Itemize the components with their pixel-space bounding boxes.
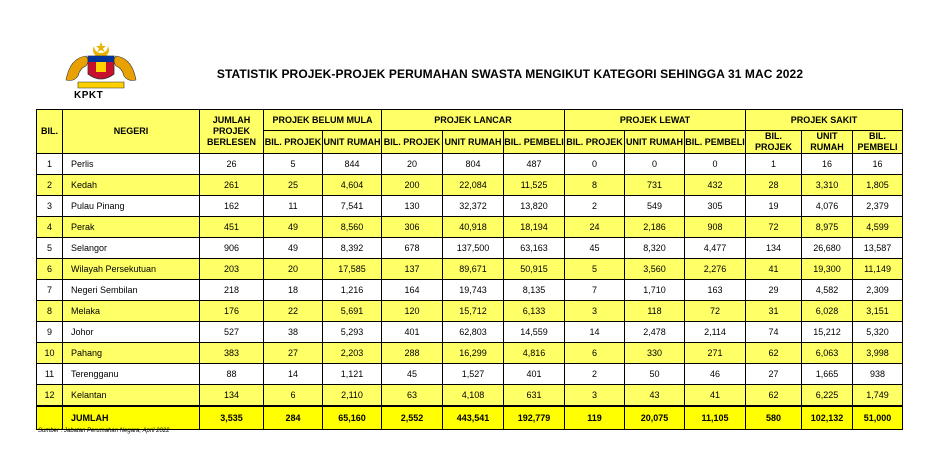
total-sakit-unit-rumah: 102,132 [802, 406, 853, 430]
subheader-unit-rumah: UNIT RUMAH [443, 131, 504, 154]
cell-lewat-unit-rumah: 731 [625, 175, 685, 196]
cell-jumlah-projek: 162 [200, 196, 264, 217]
subheader-bil-projek: BIL. PROJEK [264, 131, 323, 154]
subheader-bil-pembeli: BIL. PEMBELI [685, 131, 746, 154]
cell-sakit-bil-pembeli: 938 [853, 364, 903, 385]
cell-lewat-bil-projek: 0 [565, 154, 625, 175]
cell-bil: 1 [37, 154, 63, 175]
cell-lancar-unit-rumah: 32,372 [443, 196, 504, 217]
cell-sakit-unit-rumah: 19,300 [802, 259, 853, 280]
subheader-bil-projek: BIL. PROJEK [382, 131, 443, 154]
cell-bil: 2 [37, 175, 63, 196]
cell-sakit-bil-pembeli: 13,587 [853, 238, 903, 259]
cell-belum-mula-unit-rumah: 17,585 [323, 259, 382, 280]
header-bil: BIL. [37, 110, 63, 154]
cell-belum-mula-bil-projek: 49 [264, 217, 323, 238]
total-lancar-unit-rumah: 443,541 [443, 406, 504, 430]
cell-lewat-unit-rumah: 118 [625, 301, 685, 322]
subheader-unit-rumah: UNIT RUMAH [323, 131, 382, 154]
cell-negeri: Negeri Sembilan [63, 280, 200, 301]
cell-lewat-bil-projek: 2 [565, 196, 625, 217]
cell-sakit-unit-rumah: 8,975 [802, 217, 853, 238]
cell-lancar-bil-projek: 45 [382, 364, 443, 385]
cell-belum-mula-bil-projek: 22 [264, 301, 323, 322]
cell-bil: 12 [37, 385, 63, 407]
table-row [37, 196, 903, 217]
cell-lewat-bil-pembeli: 2,276 [685, 259, 746, 280]
cell-negeri: Wilayah Persekutuan [63, 259, 200, 280]
header-negeri: NEGERI [63, 110, 200, 154]
cell-lewat-bil-projek: 5 [565, 259, 625, 280]
cell-lancar-bil-projek: 164 [382, 280, 443, 301]
cell-lewat-bil-projek: 7 [565, 280, 625, 301]
cell-lewat-bil-pembeli: 432 [685, 175, 746, 196]
table-row [37, 259, 903, 280]
table-row [37, 364, 903, 385]
total-sakit-bil-projek: 580 [746, 406, 802, 430]
cell-lancar-bil-pembeli: 50,915 [504, 259, 565, 280]
cell-lewat-bil-projek: 6 [565, 343, 625, 364]
cell-negeri: Kelantan [63, 385, 200, 407]
cell-belum-mula-unit-rumah: 5,691 [323, 301, 382, 322]
cell-lewat-unit-rumah: 43 [625, 385, 685, 407]
cell-lewat-bil-pembeli: 2,114 [685, 322, 746, 343]
total-lancar-bil-pembeli: 192,779 [504, 406, 565, 430]
cell-belum-mula-unit-rumah: 8,392 [323, 238, 382, 259]
cell-sakit-bil-projek: 72 [746, 217, 802, 238]
cell-lewat-bil-projek: 8 [565, 175, 625, 196]
cell-lancar-unit-rumah: 89,671 [443, 259, 504, 280]
cell-jumlah-projek: 134 [200, 385, 264, 407]
header-projek-lewat: PROJEK LEWAT [565, 110, 746, 131]
cell-sakit-bil-pembeli: 16 [853, 154, 903, 175]
cell-negeri: Pulau Pinang [63, 196, 200, 217]
subheader-bil-pembeli: BIL. PEMBELI [853, 131, 903, 154]
header-projek-sakit: PROJEK SAKIT [746, 110, 903, 131]
logo-text: KPKT [74, 90, 104, 101]
cell-belum-mula-unit-rumah: 7,541 [323, 196, 382, 217]
cell-sakit-bil-projek: 27 [746, 364, 802, 385]
cell-belum-mula-bil-projek: 11 [264, 196, 323, 217]
table-row [37, 280, 903, 301]
cell-sakit-bil-projek: 62 [746, 385, 802, 407]
cell-sakit-bil-pembeli: 2,309 [853, 280, 903, 301]
cell-bil: 10 [37, 343, 63, 364]
cell-jumlah-projek: 203 [200, 259, 264, 280]
cell-sakit-unit-rumah: 4,076 [802, 196, 853, 217]
cell-belum-mula-unit-rumah: 8,560 [323, 217, 382, 238]
cell-lancar-bil-pembeli: 14,559 [504, 322, 565, 343]
cell-lancar-bil-pembeli: 401 [504, 364, 565, 385]
cell-sakit-bil-projek: 62 [746, 343, 802, 364]
cell-lancar-bil-pembeli: 13,820 [504, 196, 565, 217]
cell-lewat-bil-pembeli: 72 [685, 301, 746, 322]
cell-sakit-bil-pembeli: 1,749 [853, 385, 903, 407]
table-row [37, 175, 903, 196]
cell-lancar-bil-projek: 401 [382, 322, 443, 343]
total-lancar-bil-projek: 2,552 [382, 406, 443, 430]
cell-belum-mula-unit-rumah: 2,110 [323, 385, 382, 407]
cell-lancar-unit-rumah: 137,500 [443, 238, 504, 259]
cell-sakit-bil-pembeli: 3,998 [853, 343, 903, 364]
table-row [37, 154, 903, 175]
cell-bil: 3 [37, 196, 63, 217]
cell-belum-mula-bil-projek: 38 [264, 322, 323, 343]
cell-negeri: Pahang [63, 343, 200, 364]
cell-belum-mula-bil-projek: 6 [264, 385, 323, 407]
cell-lewat-unit-rumah: 2,478 [625, 322, 685, 343]
cell-lancar-bil-pembeli: 63,163 [504, 238, 565, 259]
cell-sakit-bil-pembeli: 1,805 [853, 175, 903, 196]
cell-lewat-bil-pembeli: 4,477 [685, 238, 746, 259]
table-body [37, 154, 903, 430]
cell-jumlah-projek: 451 [200, 217, 264, 238]
table-row [37, 238, 903, 259]
cell-belum-mula-unit-rumah: 1,216 [323, 280, 382, 301]
subheader-unit-rumah: UNIT RUMAH [625, 131, 685, 154]
cell-lancar-unit-rumah: 19,743 [443, 280, 504, 301]
total-belum-mula-bil-projek: 284 [264, 406, 323, 430]
cell-lancar-bil-pembeli: 11,525 [504, 175, 565, 196]
cell-sakit-unit-rumah: 15,212 [802, 322, 853, 343]
header-projek-belum-mula: PROJEK BELUM MULA [264, 110, 382, 131]
cell-negeri: Perak [63, 217, 200, 238]
cell-negeri: Terengganu [63, 364, 200, 385]
cell-lewat-bil-projek: 2 [565, 364, 625, 385]
cell-sakit-bil-projek: 19 [746, 196, 802, 217]
cell-sakit-unit-rumah: 6,028 [802, 301, 853, 322]
cell-lewat-bil-projek: 45 [565, 238, 625, 259]
cell-lewat-bil-pembeli: 305 [685, 196, 746, 217]
cell-lewat-bil-pembeli: 271 [685, 343, 746, 364]
cell-jumlah-projek: 88 [200, 364, 264, 385]
subheader-bil-projek: BIL. PROJEK [746, 131, 802, 154]
cell-bil: 9 [37, 322, 63, 343]
cell-bil: 8 [37, 301, 63, 322]
cell-belum-mula-bil-projek: 27 [264, 343, 323, 364]
cell-belum-mula-bil-projek: 25 [264, 175, 323, 196]
cell-lewat-unit-rumah: 50 [625, 364, 685, 385]
total-lewat-unit-rumah: 20,075 [625, 406, 685, 430]
cell-negeri: Melaka [63, 301, 200, 322]
cell-negeri: Perlis [63, 154, 200, 175]
cell-sakit-unit-rumah: 26,680 [802, 238, 853, 259]
cell-belum-mula-bil-projek: 5 [264, 154, 323, 175]
cell-sakit-bil-projek: 74 [746, 322, 802, 343]
cell-sakit-bil-pembeli: 3,151 [853, 301, 903, 322]
cell-lancar-bil-pembeli: 6,133 [504, 301, 565, 322]
cell-belum-mula-unit-rumah: 4,604 [323, 175, 382, 196]
cell-belum-mula-unit-rumah: 844 [323, 154, 382, 175]
cell-belum-mula-unit-rumah: 1,121 [323, 364, 382, 385]
cell-belum-mula-unit-rumah: 5,293 [323, 322, 382, 343]
statistics-table [36, 109, 903, 430]
cell-jumlah-projek: 261 [200, 175, 264, 196]
cell-jumlah-projek: 26 [200, 154, 264, 175]
cell-jumlah-projek: 176 [200, 301, 264, 322]
cell-lancar-unit-rumah: 16,299 [443, 343, 504, 364]
cell-lancar-bil-pembeli: 487 [504, 154, 565, 175]
cell-sakit-unit-rumah: 1,665 [802, 364, 853, 385]
cell-belum-mula-bil-projek: 18 [264, 280, 323, 301]
table-row [37, 343, 903, 364]
cell-lancar-unit-rumah: 22,084 [443, 175, 504, 196]
cell-negeri: Selangor [63, 238, 200, 259]
cell-lancar-bil-projek: 288 [382, 343, 443, 364]
cell-lancar-bil-projek: 200 [382, 175, 443, 196]
cell-lancar-bil-projek: 137 [382, 259, 443, 280]
cell-lancar-bil-projek: 20 [382, 154, 443, 175]
cell-lancar-bil-projek: 306 [382, 217, 443, 238]
cell-sakit-bil-projek: 134 [746, 238, 802, 259]
cell-lancar-unit-rumah: 40,918 [443, 217, 504, 238]
total-belum-mula-unit-rumah: 65,160 [323, 406, 382, 430]
cell-sakit-unit-rumah: 6,225 [802, 385, 853, 407]
cell-lewat-unit-rumah: 0 [625, 154, 685, 175]
cell-bil: 11 [37, 364, 63, 385]
cell-lewat-bil-projek: 24 [565, 217, 625, 238]
cell-jumlah-projek: 527 [200, 322, 264, 343]
cell-negeri: Kedah [63, 175, 200, 196]
page-title: STATISTIK PROJEK-PROJEK PERUMAHAN SWASTA MENGIKUT KATEGORI SEHINGGA 31 MAC 2022 [216, 67, 804, 81]
cell-lewat-unit-rumah: 1,710 [625, 280, 685, 301]
total-sakit-bil-pembeli: 51,000 [853, 406, 903, 430]
table-row [37, 322, 903, 343]
total-lewat-bil-pembeli: 11,105 [685, 406, 746, 430]
cell-belum-mula-bil-projek: 14 [264, 364, 323, 385]
cell-lewat-bil-pembeli: 163 [685, 280, 746, 301]
cell-sakit-bil-projek: 29 [746, 280, 802, 301]
table-row [37, 385, 903, 407]
cell-sakit-unit-rumah: 6,063 [802, 343, 853, 364]
cell-lancar-bil-projek: 63 [382, 385, 443, 407]
cell-belum-mula-bil-projek: 49 [264, 238, 323, 259]
table-row [37, 217, 903, 238]
cell-jumlah-projek: 906 [200, 238, 264, 259]
subheader-bil-pembeli: BIL. PEMBELI [504, 131, 565, 154]
cell-lancar-unit-rumah: 15,712 [443, 301, 504, 322]
cell-bil: 4 [37, 217, 63, 238]
cell-lancar-bil-projek: 120 [382, 301, 443, 322]
total-jumlah-projek: 3,535 [200, 406, 264, 430]
table-row [37, 301, 903, 322]
cell-lancar-unit-rumah: 804 [443, 154, 504, 175]
cell-belum-mula-unit-rumah: 2,203 [323, 343, 382, 364]
cell-lancar-bil-projek: 678 [382, 238, 443, 259]
cell-sakit-bil-pembeli: 11,149 [853, 259, 903, 280]
total-bil [37, 406, 63, 430]
cell-bil: 6 [37, 259, 63, 280]
cell-sakit-unit-rumah: 4,582 [802, 280, 853, 301]
total-row [37, 406, 903, 430]
cell-sakit-bil-pembeli: 2,379 [853, 196, 903, 217]
cell-lewat-unit-rumah: 330 [625, 343, 685, 364]
cell-lewat-bil-pembeli: 46 [685, 364, 746, 385]
header-jumlah-projek: JUMLAH PROJEK BERLESEN [200, 110, 264, 154]
cell-lancar-unit-rumah: 4,108 [443, 385, 504, 407]
cell-lancar-unit-rumah: 62,803 [443, 322, 504, 343]
subheader-bil-projek: BIL. PROJEK [565, 131, 625, 154]
cell-negeri: Johor [63, 322, 200, 343]
cell-lewat-unit-rumah: 3,560 [625, 259, 685, 280]
header-projek-lancar: PROJEK LANCAR [382, 110, 565, 131]
cell-lancar-bil-pembeli: 8,135 [504, 280, 565, 301]
cell-sakit-bil-projek: 28 [746, 175, 802, 196]
cell-belum-mula-bil-projek: 20 [264, 259, 323, 280]
cell-lewat-bil-pembeli: 0 [685, 154, 746, 175]
cell-jumlah-projek: 218 [200, 280, 264, 301]
subheader-unit-rumah: UNIT RUMAH [802, 131, 853, 154]
cell-jumlah-projek: 383 [200, 343, 264, 364]
cell-lancar-bil-pembeli: 4,816 [504, 343, 565, 364]
cell-lewat-bil-projek: 14 [565, 322, 625, 343]
total-negeri: JUMLAH [63, 406, 200, 430]
cell-lewat-unit-rumah: 2,186 [625, 217, 685, 238]
cell-lancar-bil-pembeli: 631 [504, 385, 565, 407]
cell-bil: 5 [37, 238, 63, 259]
total-lewat-bil-projek: 119 [565, 406, 625, 430]
cell-lewat-bil-projek: 3 [565, 301, 625, 322]
cell-lewat-bil-projek: 3 [565, 385, 625, 407]
cell-lancar-bil-projek: 130 [382, 196, 443, 217]
cell-lewat-unit-rumah: 549 [625, 196, 685, 217]
cell-sakit-unit-rumah: 16 [802, 154, 853, 175]
cell-lewat-bil-pembeli: 41 [685, 385, 746, 407]
cell-sakit-bil-pembeli: 4,599 [853, 217, 903, 238]
cell-bil: 7 [37, 280, 63, 301]
source-note: Sumber : Jabatan Perumahan Negara, April 2022 [38, 428, 170, 434]
cell-sakit-bil-projek: 1 [746, 154, 802, 175]
cell-lewat-bil-pembeli: 908 [685, 217, 746, 238]
cell-sakit-unit-rumah: 3,310 [802, 175, 853, 196]
cell-lancar-unit-rumah: 1,527 [443, 364, 504, 385]
cell-lancar-bil-pembeli: 18,194 [504, 217, 565, 238]
cell-sakit-bil-projek: 31 [746, 301, 802, 322]
cell-lewat-unit-rumah: 8,320 [625, 238, 685, 259]
cell-sakit-bil-projek: 41 [746, 259, 802, 280]
cell-sakit-bil-pembeli: 5,320 [853, 322, 903, 343]
